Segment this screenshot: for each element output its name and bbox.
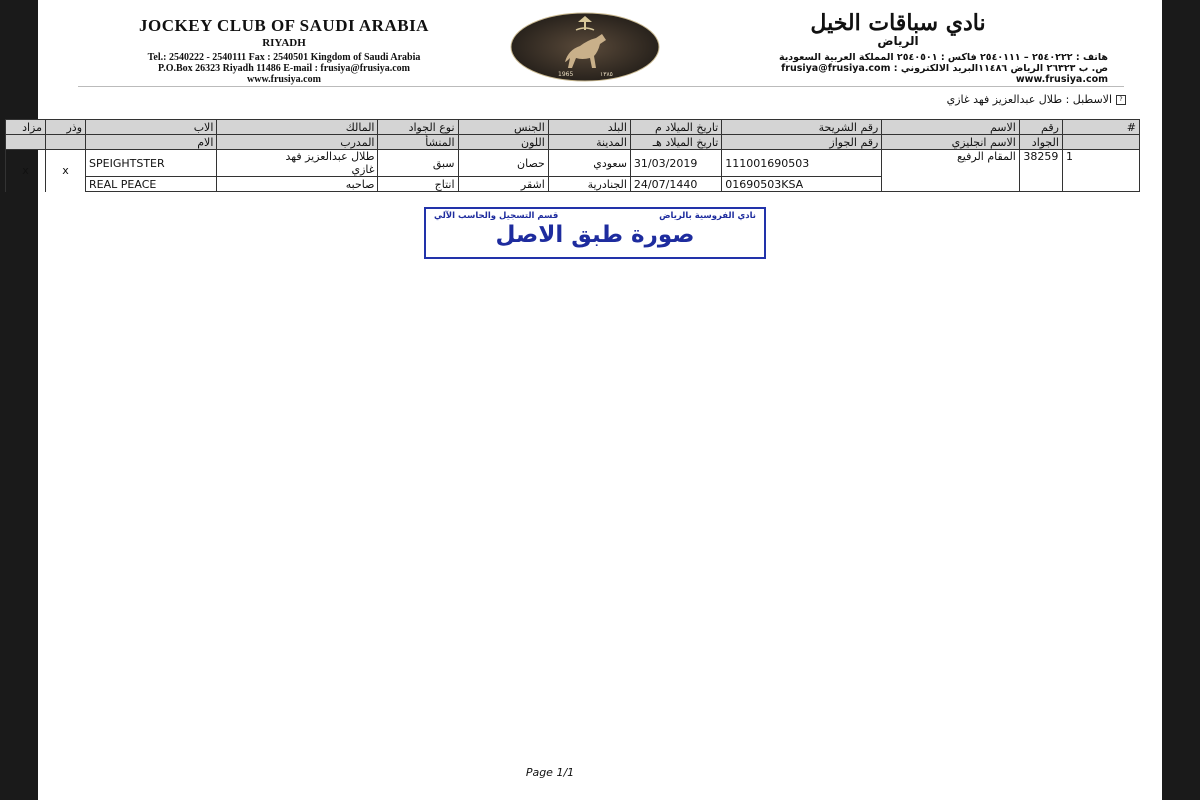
cell-chip: 111001690503 xyxy=(722,150,882,177)
cell-auction: x xyxy=(6,150,46,192)
cell-dam: REAL PEACE xyxy=(86,177,217,192)
svg-text:1965: 1965 xyxy=(558,71,574,78)
col-header: تاريخ الميلاد م xyxy=(630,120,721,135)
page-number: Page 1/1 xyxy=(525,766,575,779)
header-arabic xyxy=(688,10,1108,85)
col-header: نوع الجواد xyxy=(378,120,458,135)
col-header: وذر xyxy=(46,120,86,135)
col-header: البلد xyxy=(548,120,630,135)
contact-ar xyxy=(688,52,1108,85)
owner-name: طلال عبدالعزيز فهد xyxy=(285,150,375,163)
owner-name-cont: غازي xyxy=(351,163,375,176)
cell-owner xyxy=(217,150,378,177)
col-header: المنشأ xyxy=(378,135,458,150)
col-header: مزاد xyxy=(6,120,46,135)
cell-sex: حصان xyxy=(458,150,548,177)
cell-type: سبق xyxy=(378,150,458,177)
cell-index: 1 xyxy=(1062,150,1139,192)
horse-table xyxy=(5,119,1140,192)
stamp-org: نادي الفروسية بالرياض xyxy=(659,211,756,221)
cell-name: المقام الرفيع xyxy=(882,150,1020,192)
org-name-ar: نادي سباقات الخيل xyxy=(810,10,986,36)
col-header: رقم الشريحة xyxy=(722,120,882,135)
col-header: الجنس xyxy=(458,120,548,135)
cell-sire: SPEIGHTSTER xyxy=(86,150,217,177)
header-divider xyxy=(78,86,1124,87)
cell-origin: انتاج xyxy=(378,177,458,192)
col-header: الاسم xyxy=(882,120,1020,135)
col-header: الجواد xyxy=(1019,135,1062,150)
stamp-dept: قسم التسجيل والحاسب الآلي xyxy=(434,211,559,221)
cell-passport: 01690503KSA xyxy=(722,177,882,192)
cell-city: الجنادرية xyxy=(548,177,630,192)
col-header: # xyxy=(1062,120,1139,135)
contact-ar-line: www.frusiya.com xyxy=(1015,74,1108,85)
city-ar: الرياض xyxy=(877,34,919,48)
col-header: رقم xyxy=(1019,120,1062,135)
cell-horse-number: 38259 xyxy=(1019,150,1062,192)
col-header: الام xyxy=(86,135,217,150)
col-header: المالك xyxy=(217,120,378,135)
table-header-row xyxy=(6,135,1140,150)
col-header xyxy=(46,135,86,150)
cell-birthdate: 31/03/2019 xyxy=(630,150,721,177)
checkbox-icon: ? xyxy=(1116,95,1126,105)
contact-en-line: www.frusiya.com xyxy=(247,74,321,85)
club-logo xyxy=(510,12,660,82)
col-header: الاب xyxy=(86,120,217,135)
cell-country: سعودي xyxy=(548,150,630,177)
contact-en xyxy=(74,52,494,85)
col-header xyxy=(1062,135,1139,150)
col-header: المدرب xyxy=(217,135,378,150)
cell-weight: x xyxy=(46,150,86,192)
col-header: تاريخ الميلاد هـ xyxy=(630,135,721,150)
stable-label: الاسطبل : طلال عبدالعزيز فهد غازي xyxy=(946,93,1112,106)
contact-en-line: P.O.Box 26323 Riyadh 11486 E-mail : frusiya@frusiya.com xyxy=(158,63,410,74)
contact-en-line: Tel.: 2540222 - 2540111 Fax : 2540501 Kingdom of Saudi Arabia xyxy=(147,52,421,63)
certified-copy-stamp xyxy=(424,207,766,259)
stamp-text: صورة طبق الاصل xyxy=(495,222,695,248)
cell-color: اشقر xyxy=(458,177,548,192)
stable-line xyxy=(947,93,1126,106)
city-en: RIYADH xyxy=(262,37,306,49)
table-header-row xyxy=(6,120,1140,135)
table-row xyxy=(6,150,1140,177)
svg-text:١٣٨٥: ١٣٨٥ xyxy=(600,71,613,78)
col-header xyxy=(6,135,46,150)
col-header: رقم الجواز xyxy=(722,135,882,150)
contact-ar-line: ص. ب ٢٦٣٢٣ الرياض ١١٤٨٦البريد الالكتروني : frusiya@frusiya.com xyxy=(781,63,1108,74)
col-header: اللون xyxy=(458,135,548,150)
header-english xyxy=(74,16,494,85)
page-footer xyxy=(0,766,1200,779)
col-header: الاسم انجليزي xyxy=(882,135,1020,150)
cell-trainer: صاحبه xyxy=(217,177,378,192)
contact-ar-line: هاتف : ٢٥٤٠٢٢٢ – ٢٥٤٠١١١ فاكس : ٢٥٤٠٥٠١ المملكة العربية السعودية xyxy=(778,52,1108,63)
col-header: المدينة xyxy=(548,135,630,150)
org-name-en: JOCKEY CLUB OF SAUDI ARABIA xyxy=(139,16,429,35)
cell-hijri-date: 24/07/1440 xyxy=(630,177,721,192)
